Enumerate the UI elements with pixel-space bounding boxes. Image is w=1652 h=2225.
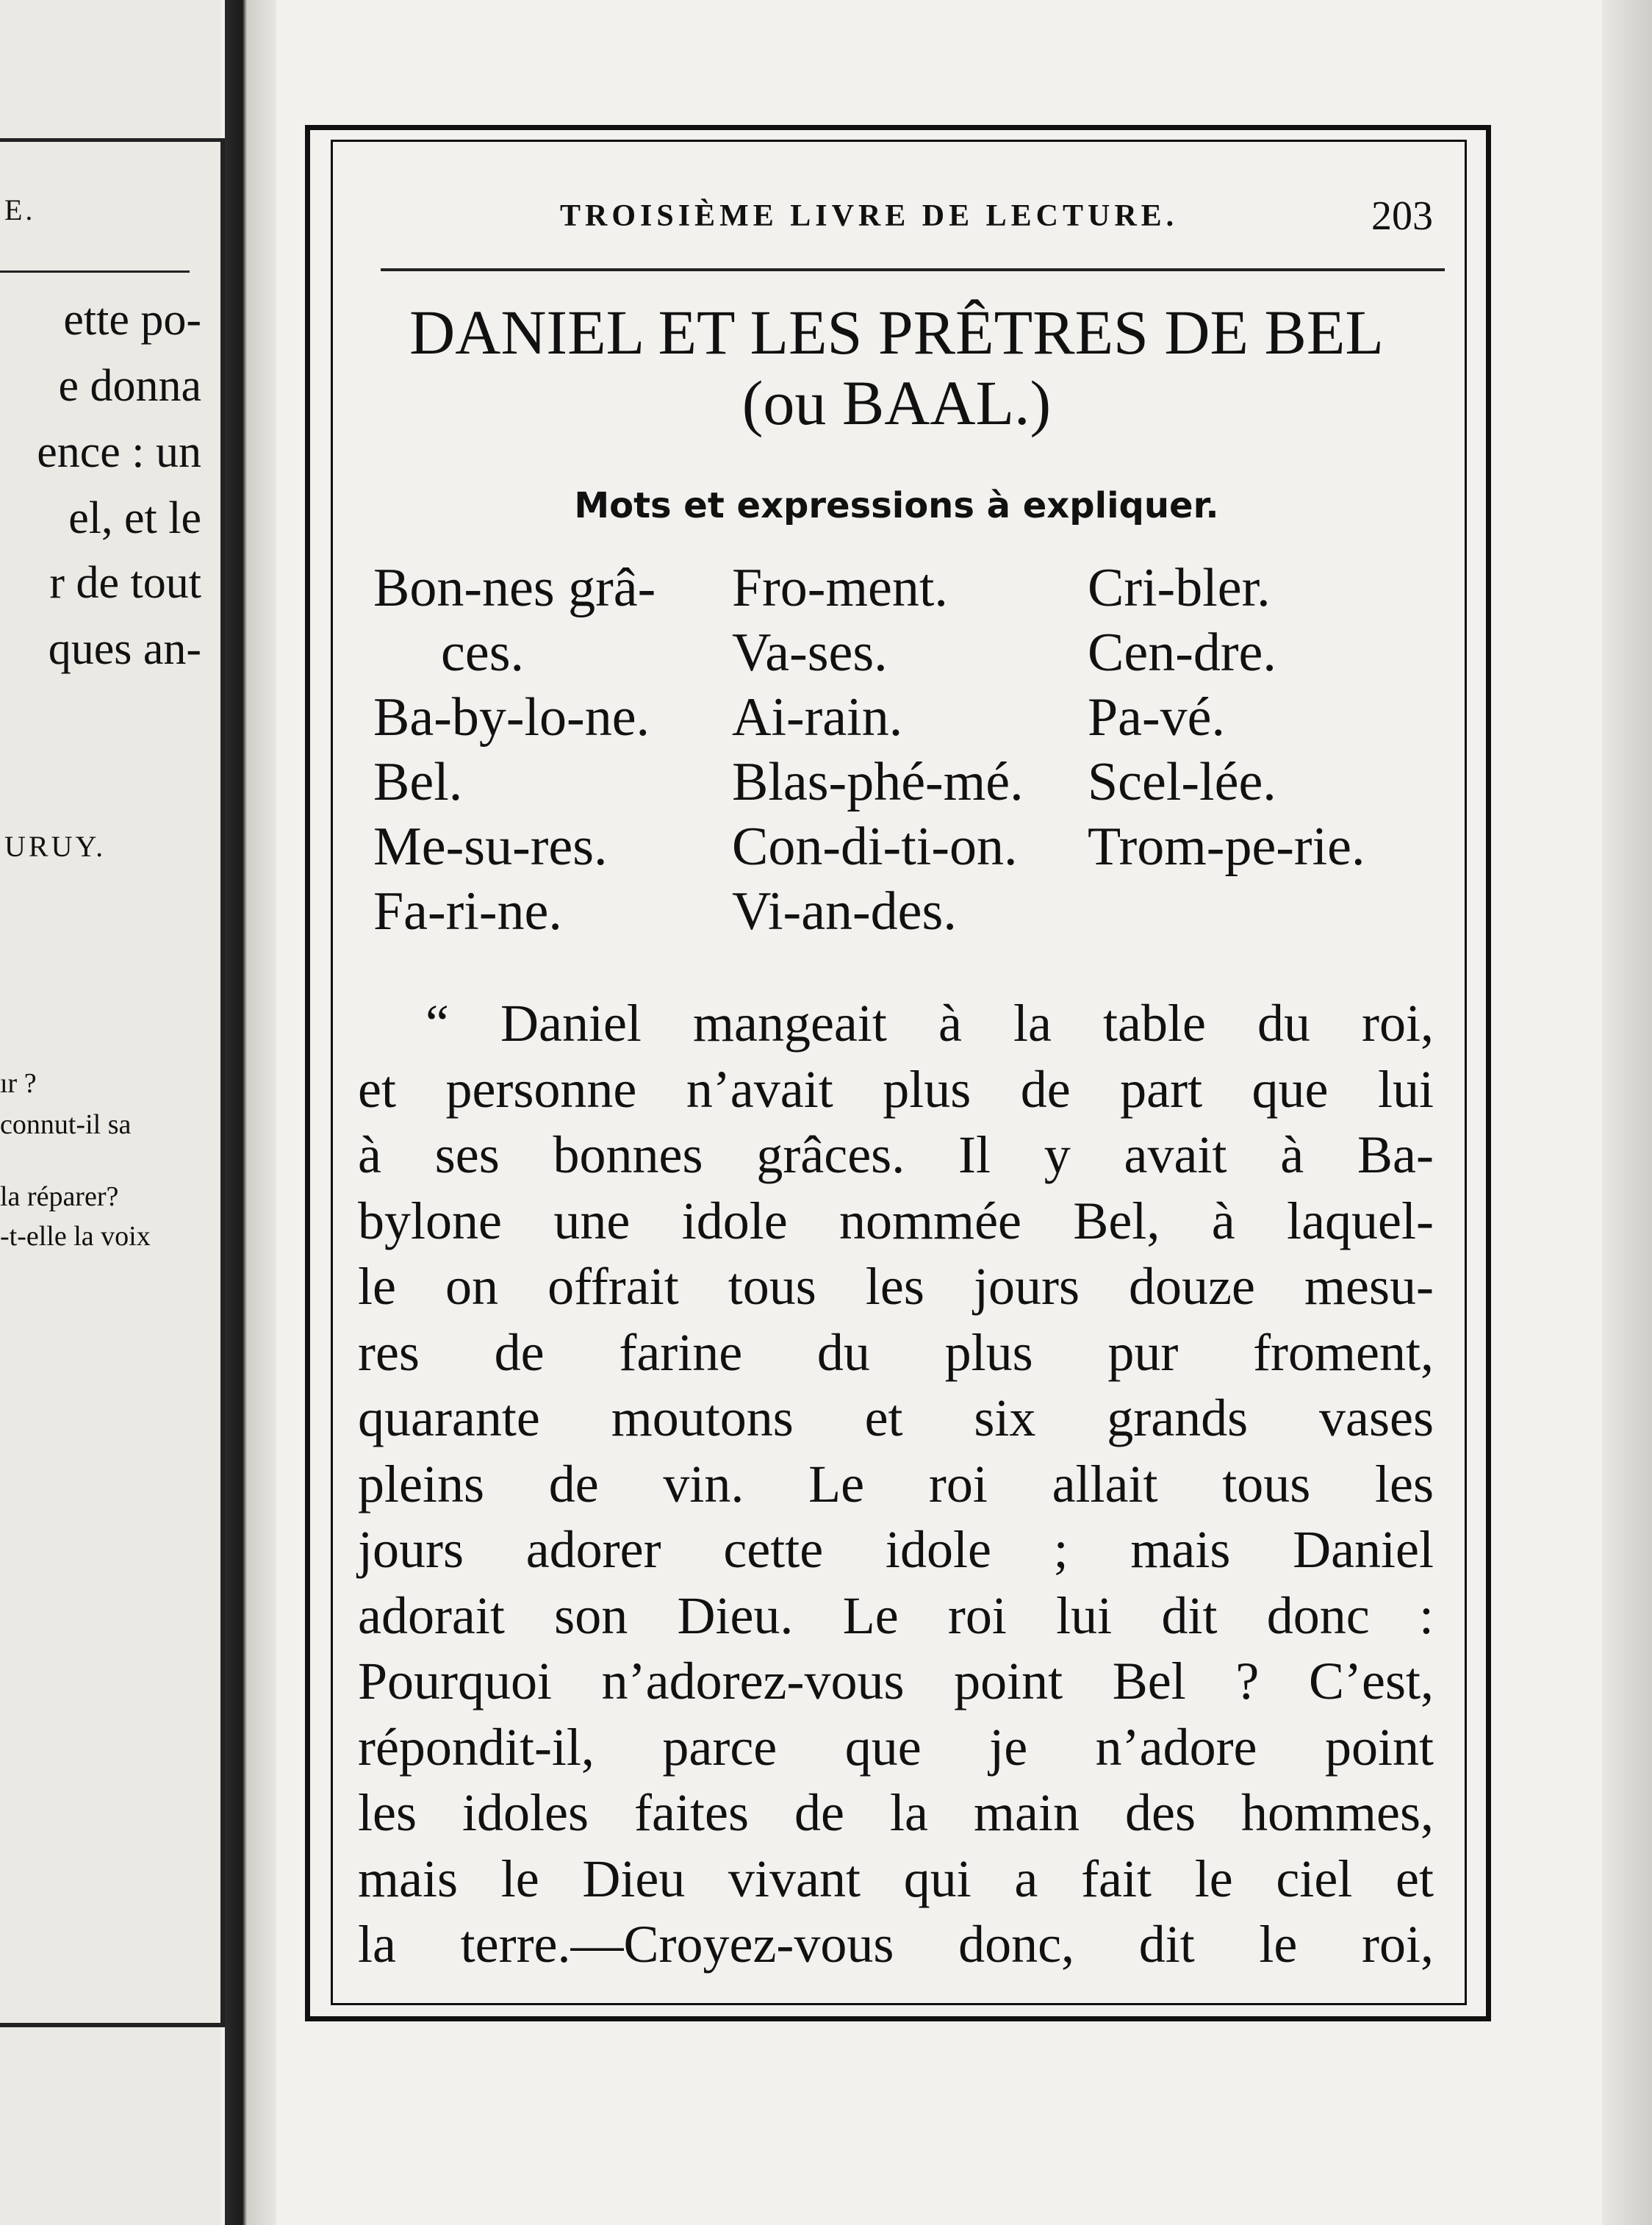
chapter-title-line2: (ou BAAL.) [741,368,1052,438]
previous-page-line: ence : un [37,427,201,477]
vocabulary-word: Fa-ri-ne. [373,881,562,942]
vocabulary-column-3 [1088,556,1365,879]
vocabulary-word: Con-di-ti-on. [732,817,1018,877]
body-line: “ Daniel mangeait à la table du roi, [425,994,1434,1053]
body-line: la terre.—Croyez-vous donc, dit le roi, [358,1915,1434,1974]
vocabulary-word: ces. [441,623,524,683]
body-line: et personne n’avait plus de part que lui [358,1059,1434,1119]
book-gutter [225,0,276,2225]
body-line: res de farine du plus pur froment, [358,1322,1434,1382]
body-line: Pourquoi n’adorez-vous point Bel ? C’est, [358,1652,1434,1710]
previous-page-question: ır ? [0,1068,37,1099]
vocabulary-column-1 [373,556,656,944]
chapter-title [345,297,1448,438]
vocabulary-word: Cen-dre. [1088,623,1276,683]
previous-page-line: el, et le [68,493,201,543]
body-line: à ses bonnes grâces. Il y avait à Ba- [358,1125,1434,1184]
body-line: pleins de vin. Le roi allait tous les [358,1454,1434,1513]
vocabulary-word: Vi-an-des. [732,881,957,942]
vocabulary-word: Ba-by-lo-ne. [373,687,650,748]
previous-page-question: connut-il sa [0,1109,132,1140]
previous-page-header: E. [4,193,36,226]
running-title: TROISIÈME LIVRE DE LECTURE. [560,199,1179,233]
chapter-title-line1: DANIEL ET LES PRÊTRES DE BEL [409,297,1384,368]
header-rule [381,268,1445,271]
vocabulary-word: Trom-pe-rie. [1088,817,1365,877]
vocabulary-word: Ai-rain. [732,687,903,748]
vocabulary-word: Blas-phé-mé. [732,752,1024,812]
body-line: bylone une idole nommée Bel, à laquel- [358,1191,1434,1250]
previous-page-frame-top [0,138,229,142]
body-line: jours adorer cette idole ; mais Daniel [358,1520,1434,1579]
body-line: les idoles faites de la main des hommes, [358,1783,1434,1842]
previous-page-line: r de tout [49,558,201,608]
vocabulary-heading: Mots et expressions à expliquer. [574,485,1219,526]
vocabulary-word: Fro-ment. [732,558,948,618]
body-line: quarante moutons et six grands vases [358,1389,1434,1447]
previous-page-line: ques an- [48,624,201,674]
previous-page-question: -t-elle la voix [0,1221,151,1252]
previous-page-author: URUY. [4,830,107,863]
vocabulary-word: Bon-nes grâ- [373,558,656,618]
previous-page-frame-bottom [0,2023,225,2027]
vocabulary-word: Scel-lée. [1088,752,1276,812]
body-line: le on offrait tous les jours douze mesu- [358,1257,1434,1316]
vocabulary-word: Bel. [373,752,463,812]
body-line: répondit-il, parce que je n’adore point [358,1717,1434,1777]
previous-page-question: la réparer? [0,1181,119,1212]
previous-page-line: ette po- [63,295,201,345]
body-line: adorait son Dieu. Le roi lui dit donc : [358,1586,1434,1645]
page-edge [1602,0,1652,2225]
page-number: 203 [1371,193,1433,239]
vocabulary-column-2 [732,556,1024,944]
body-line: mais le Dieu vivant qui a fait le ciel et [358,1849,1434,1908]
vocabulary-word: Cri-bler. [1088,558,1271,618]
previous-page-fragment [0,0,220,2225]
previous-page-line: e donna [58,361,201,411]
vocabulary-word: Pa-vé. [1088,687,1225,748]
body-paragraph [358,991,1434,1978]
previous-page-rule [0,270,190,273]
vocabulary-word: Va-ses. [732,623,888,683]
vocabulary-word: Me-su-res. [373,817,608,877]
